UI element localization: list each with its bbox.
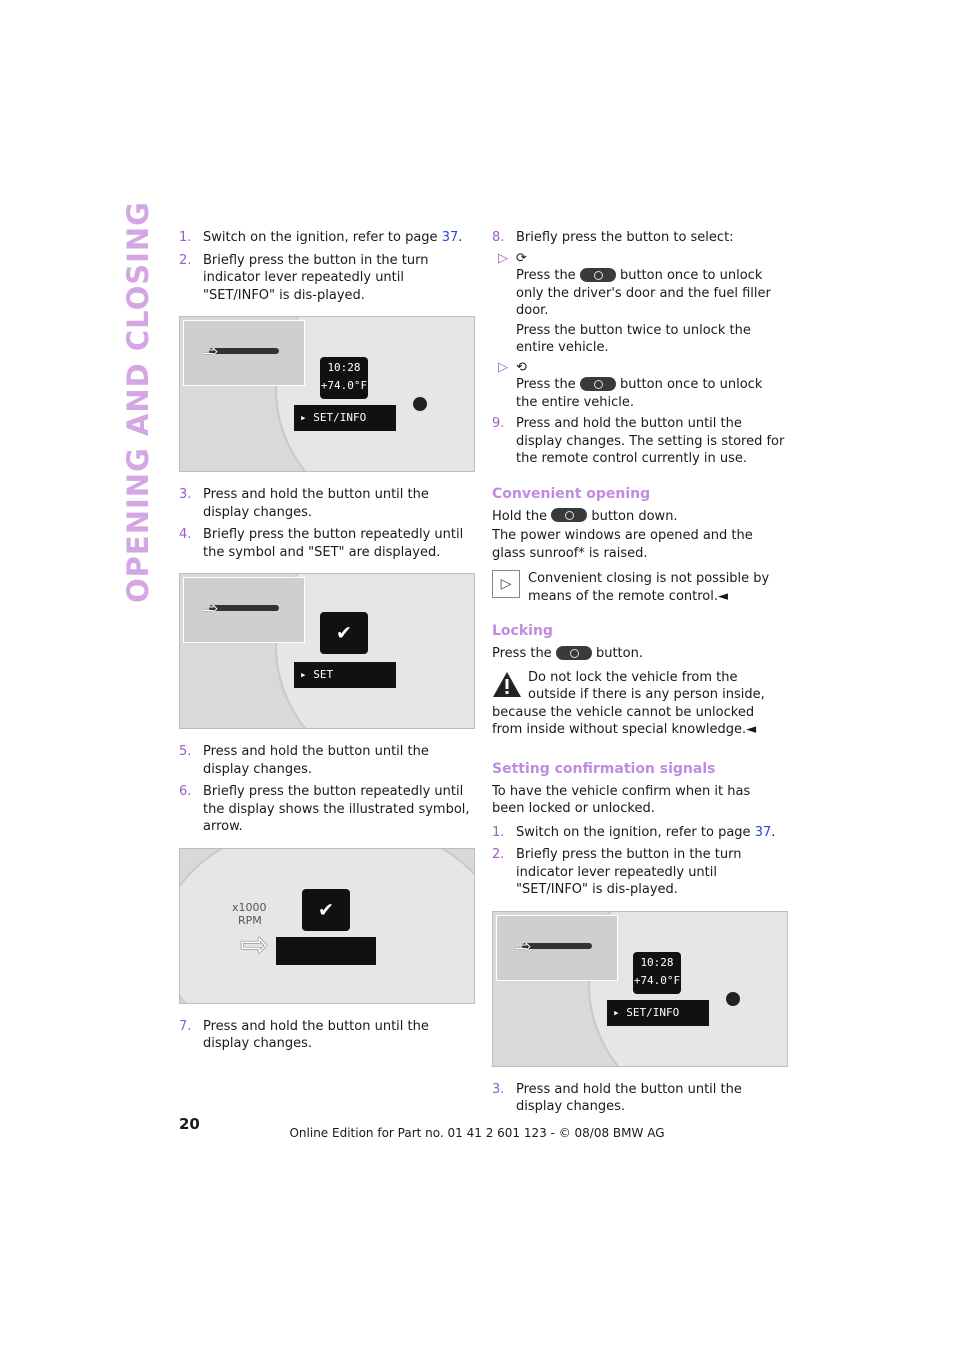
selection-arrow-icon: ⇨ <box>240 924 269 965</box>
steps-list-8 <box>492 1081 786 1116</box>
key-check-icon: ✔ <box>302 889 350 931</box>
remote-lock-button-icon <box>556 646 592 660</box>
heading-confirmation-signals: Setting confirmation signals <box>492 760 716 777</box>
note-box: ▷ Convenient closing is not possible by means of the remote control.◄ <box>492 570 786 605</box>
option-text: Press the button twice to unlock the entire vehicle. <box>516 322 751 355</box>
remote-unlock-button-icon <box>580 268 616 282</box>
remote-unlock-button-icon <box>551 508 587 522</box>
list-item: 5. Press and hold the button until the display changes. <box>179 744 429 777</box>
list-item: 1. Switch on the ignition, refer to page 37. <box>179 230 463 245</box>
arrow-icon: ⇨ <box>515 933 532 958</box>
steps-list-5 <box>492 229 786 247</box>
turn-lever-inset <box>183 320 305 386</box>
rpm-scale-label: x1000 <box>232 900 267 914</box>
list-item: 9. Press and hold the button until the display changes. The setting is stored for the remote control currently in use. <box>492 416 785 466</box>
figure-set: ⇨ ✔ ▸ SET <box>179 573 475 729</box>
triangle-bullet-icon: ▷ <box>498 250 508 266</box>
steps-list-1 <box>179 229 473 304</box>
steps-list-7 <box>492 824 786 899</box>
arrow-icon: ⇨ <box>202 596 219 620</box>
body-text: To have the vehicle confirm when it has been locked or unlocked. <box>492 783 751 816</box>
chapter-title-text: OPENING AND CLOSING <box>121 201 155 603</box>
rpm-label: RPM <box>238 913 262 927</box>
right-column: 8. Briefly press the button to select: ▷ ⟳ Press the button once to unlock only the driver's door and the fuel filler door. Press the button twice to unlock the entire vehicle. ▷ ⟲ Press the button once to unlock the entire vehicle. 9. Press and hold the button until the display changes. The setting is stored for the remote control currently in use. Convenient opening Hold the button down. The power windows are opened and the glass sunroof* is raised. ▷ Convenient closing is not possible by means of the remote control.◄ Locking Press the button. Do not lock the vehicle from the outside if there is any person inside, because the vehicle cannot be unlocked from inside without special knowledge.◄ Setting confirmation signals To have the vehicle confirm when it has been locked or unlocked. 1. Switch on the ignition, refer to page 37. 2. Briefly press the button in the turn indicator lever repeatedly until "SET/INFO" is dis-played. ⇨ 10:28 +74.0°F ▸ SET/INFO 3. Press and hold the button until the display changes. <box>492 229 786 1121</box>
left-column <box>179 229 473 1058</box>
list-item: 8. Briefly press the button to select: <box>492 230 734 245</box>
lcd-text: SET/INFO <box>313 411 367 424</box>
key-check-icon: ✔ <box>320 612 368 654</box>
page-number: 20 <box>179 1115 200 1133</box>
clock-display: 10:28 <box>640 955 674 969</box>
steps-list-4 <box>179 1018 473 1053</box>
warning-box: Do not lock the vehicle from the outside if there is any person inside, because the vehicle cannot be unlocked from inside without special knowledge.◄ <box>492 669 765 737</box>
list-item: 2. Briefly press the button in the turn indicator lever repeatedly until "SET/INFO" is dis-played. <box>179 252 429 303</box>
turn-lever-inset <box>496 915 618 981</box>
figure-set-info-2: ⇨ 10:28 +74.0°F ▸ SET/INFO <box>492 911 788 1067</box>
page-link[interactable]: 37 <box>754 824 772 840</box>
clock-display: 10:28 <box>327 361 361 374</box>
temp-display: +74.0°F <box>633 973 681 987</box>
remote-unlock-button-icon <box>580 377 616 391</box>
option-list: ▷ ⟳ Press the button once to unlock only the driver's door and the fuel filler door. Press the button twice to unlock the entire vehicle. ▷ ⟲ Press the button once to unlock the entire vehicle. <box>492 250 786 412</box>
temp-display: +74.0°F <box>320 379 368 392</box>
list-item: 7. Press and hold the button until the display changes. <box>179 1018 429 1051</box>
heading-locking: Locking <box>492 623 553 639</box>
figure-symbol-arrow <box>179 848 475 1004</box>
page-footer: Online Edition for Part no. 01 41 2 601 123 - © 08/08 BMW AG <box>289 1126 665 1140</box>
unlock-all-symbol-icon: ⟲ <box>516 359 527 375</box>
steps-list-6 <box>492 415 786 468</box>
warning-icon <box>492 671 522 698</box>
lcd-text: SET/INFO <box>626 1005 680 1019</box>
unlock-driver-symbol-icon: ⟳ <box>516 250 527 266</box>
chapter-side-title <box>118 201 158 603</box>
list-item: 1. Switch on the ignition, refer to page 37. <box>492 824 776 840</box>
list-item: 2. Briefly press the button in the turn indicator lever repeatedly until "SET/INFO" is dis-played. <box>492 847 742 897</box>
heading-convenient-opening: Convenient opening <box>492 485 651 502</box>
turn-lever-inset <box>183 577 305 643</box>
steps-list-2 <box>179 486 473 561</box>
list-item: 4. Briefly press the button repeatedly until the symbol and "SET" are displayed. <box>179 527 464 560</box>
list-item: 3. Press and hold the button until the display changes. <box>179 487 429 520</box>
list-item: 6. Briefly press the button repeatedly until the display shows the illustrated symbol, arrow. <box>179 784 470 834</box>
list-item: 3. Press and hold the button until the display changes. <box>492 1081 742 1114</box>
body-text: The power windows are opened and the glass sunroof* is raised. <box>492 528 753 561</box>
note-triangle-icon: ▷ <box>492 570 520 598</box>
triangle-bullet-icon: ▷ <box>498 359 508 375</box>
page-link[interactable]: 37 <box>441 230 459 245</box>
lcd-text: SET <box>313 668 334 681</box>
arrow-icon: ⇨ <box>202 339 219 363</box>
figure-set-info: ⇨ 10:28 +74.0°F ▸ SET/INFO <box>179 316 475 472</box>
steps-list-3 <box>179 743 473 836</box>
